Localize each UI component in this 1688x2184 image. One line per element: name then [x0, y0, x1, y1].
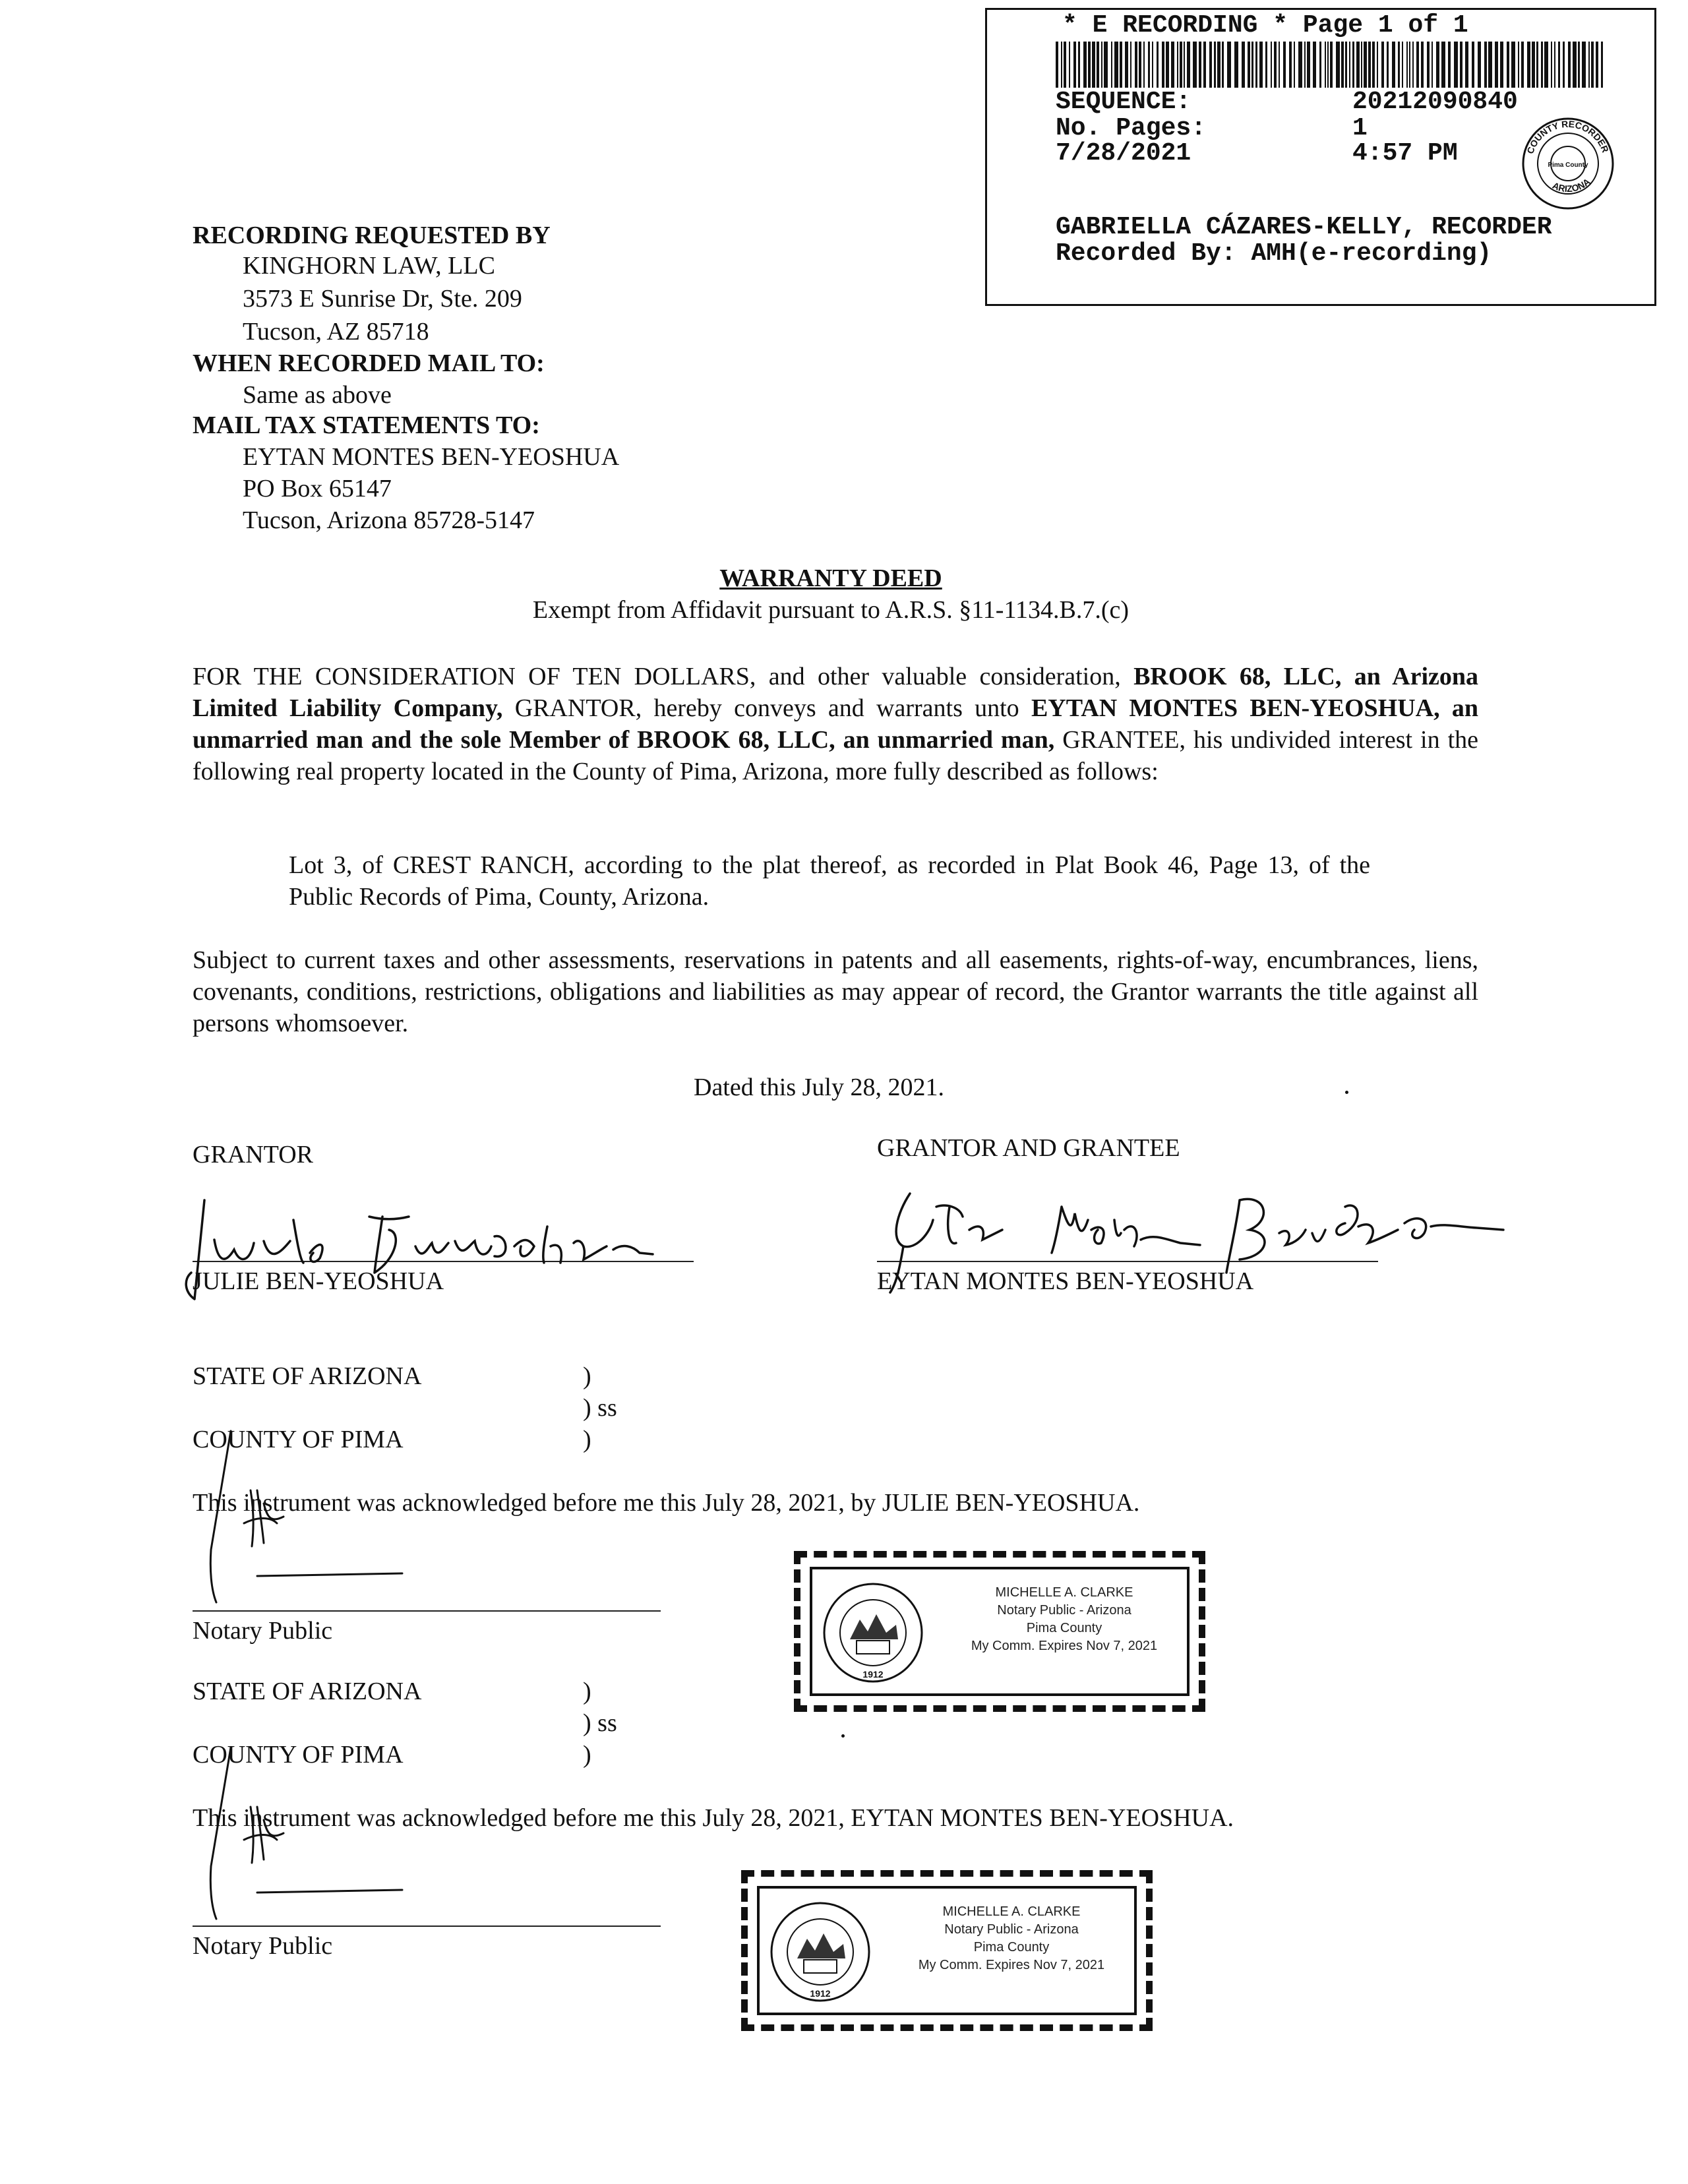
seal-center-text: Pima County — [1548, 162, 1588, 169]
barcode-bar — [1591, 42, 1594, 88]
barcode-bar — [1148, 42, 1150, 88]
grantee-signature — [870, 1167, 1517, 1299]
svg-text:COUNTY RECORDER — [1524, 119, 1611, 155]
venue1-ss: ) ss — [583, 1394, 617, 1422]
barcode-bar — [1536, 42, 1538, 88]
barcode-bar — [1563, 42, 1565, 88]
barcode-bar — [1111, 42, 1112, 88]
barcode-bar — [1271, 42, 1272, 88]
grantor-grantee-label: GRANTOR AND GRANTEE — [877, 1134, 1180, 1162]
barcode-bar — [1349, 42, 1350, 88]
barcode-bar — [1313, 42, 1316, 88]
barcode-bar — [1283, 42, 1286, 88]
barcode-bar — [1541, 42, 1543, 88]
pages-label: No. Pages: — [1056, 114, 1207, 142]
barcode-bar — [1588, 42, 1590, 88]
barcode-bar — [1289, 42, 1292, 88]
barcode-bar — [1162, 42, 1164, 88]
barcode-bar — [1398, 42, 1400, 88]
barcode-bar — [1319, 42, 1321, 88]
barcode-bar — [1507, 42, 1509, 88]
barcode-bar — [1180, 42, 1182, 88]
requester-address: 3573 E Sunrise Dr, Ste. 209 — [243, 285, 522, 313]
barcode-bar — [1078, 42, 1080, 88]
mail-tax-heading: MAIL TAX STATEMENTS TO: — [193, 411, 540, 439]
barcode-bar — [1421, 42, 1424, 88]
barcode-bar — [1436, 42, 1439, 88]
barcode-bar — [1406, 42, 1408, 88]
barcode-bar — [1255, 42, 1257, 88]
acknowledgment-1: This instrument was acknowledged before me this July 28, 2021, by JULIE BEN-YEOSHUA. — [193, 1489, 1140, 1517]
venue2-paren-top: ) — [583, 1678, 591, 1705]
venue1-state: STATE OF ARIZONA — [193, 1362, 422, 1390]
notary-line-1 — [193, 1610, 661, 1612]
barcode-bar — [1069, 42, 1070, 88]
venue2-county: COUNTY OF PIMA — [193, 1741, 404, 1769]
barcode-bar — [1130, 42, 1131, 88]
barcode-bar — [1184, 42, 1185, 88]
grantor-printed-name: JULIE BEN-YEOSHUA — [193, 1267, 444, 1295]
barcode-bar — [1412, 42, 1414, 88]
barcode-bar — [1177, 42, 1178, 88]
tax-city: Tucson, Arizona 85728-5147 — [243, 506, 535, 534]
recording-time: 4:57 PM — [1352, 139, 1458, 167]
barcode-bar — [1402, 42, 1403, 88]
barcode-bar — [1203, 42, 1206, 88]
conveyance-paragraph — [193, 661, 1478, 787]
barcode-bar — [1392, 42, 1395, 88]
venue1-paren-bottom: ) — [583, 1426, 591, 1453]
barcode-bar — [1409, 42, 1410, 88]
barcode-bar — [1274, 42, 1277, 88]
barcode-bar — [1114, 42, 1118, 88]
barcode-bar — [1381, 42, 1384, 88]
barcode-bar — [1217, 42, 1221, 88]
barcode-bar — [1495, 42, 1498, 88]
barcode — [1056, 42, 1603, 88]
venue1-county: COUNTY OF PIMA — [193, 1426, 404, 1453]
barcode-bar — [1364, 42, 1367, 88]
requester-city: Tucson, AZ 85718 — [243, 318, 429, 346]
barcode-bar — [1578, 42, 1580, 88]
barcode-bar — [1209, 42, 1212, 88]
pages-value: 1 — [1352, 114, 1368, 142]
seal-bottom-text: ARIZONA — [1551, 176, 1592, 195]
barcode-bar — [1157, 42, 1159, 88]
consideration-text: FOR THE CONSIDERATION OF TEN DOLLARS, and other valuable consideration, — [193, 663, 1134, 690]
notary-label-2: Notary Public — [193, 1932, 333, 1960]
barcode-bar — [1193, 42, 1197, 88]
requester-name: KINGHORN LAW, LLC — [243, 252, 495, 280]
barcode-bar — [1064, 42, 1066, 88]
barcode-bar — [1601, 42, 1603, 88]
barcode-bar — [1199, 42, 1201, 88]
grantee-entity: EYTAN MONTES BEN-YEOSHUA, an unmarried man and the sole Member of BROOK 68, LLC, an unmarried man, — [193, 694, 1478, 754]
barcode-bar — [1152, 42, 1153, 88]
venue2-state: STATE OF ARIZONA — [193, 1678, 422, 1705]
barcode-bar — [1171, 42, 1174, 88]
notary-line-2 — [193, 1926, 661, 1927]
tax-name: EYTAN MONTES BEN-YEOSHUA — [243, 443, 620, 471]
sequence-value: 20212090840 — [1352, 88, 1518, 116]
seal-year-1: 1912 — [862, 1669, 884, 1680]
barcode-bar — [1330, 42, 1333, 88]
stamp1-title: Notary Public - Arizona — [997, 1603, 1131, 1618]
arizona-state-seal-icon — [768, 1899, 873, 2005]
acknowledgment-2: This instrument was acknowledged before me this July 28, 2021, EYTAN MONTES BEN-YEOSHUA. — [193, 1804, 1234, 1832]
barcode-bar — [1345, 42, 1347, 88]
notary-signature-1 — [191, 1418, 415, 1616]
recorded-by: Recorded By: AMH(e-recording) — [1056, 239, 1492, 268]
barcode-bar — [1166, 42, 1169, 88]
barcode-bar — [1368, 42, 1371, 88]
barcode-bar — [1083, 42, 1087, 88]
grantor-entity: BROOK 68, LLC, an Arizona Limited Liability Company, — [193, 663, 1478, 722]
barcode-bar — [1356, 42, 1360, 88]
recording-date: 7/28/2021 — [1056, 139, 1191, 167]
barcode-bar — [1056, 42, 1058, 88]
arizona-state-seal-icon — [820, 1580, 926, 1685]
barcode-bar — [1187, 42, 1190, 88]
barcode-bar — [1521, 42, 1524, 88]
dated-line: Dated this July 28, 2021. — [694, 1074, 944, 1101]
barcode-bar — [1441, 42, 1445, 88]
barcode-bar — [1454, 42, 1458, 88]
barcode-bar — [1478, 42, 1481, 88]
deed-title: WARRANTY DEED — [719, 564, 942, 592]
barcode-bar — [1484, 42, 1487, 88]
grantee-printed-name: EYTAN MONTES BEN-YEOSHUA — [877, 1267, 1254, 1295]
barcode-bar — [1568, 42, 1571, 88]
barcode-bar — [1143, 42, 1145, 88]
barcode-bar — [1227, 42, 1231, 88]
barcode-bar — [1265, 42, 1267, 88]
grantor-label: GRANTOR — [193, 1141, 313, 1168]
barcode-bar — [1582, 42, 1586, 88]
barcode-bar — [1341, 42, 1344, 88]
barcode-bar — [1544, 42, 1548, 88]
venue2-paren-bottom: ) — [583, 1741, 591, 1769]
barcode-bar — [1061, 42, 1062, 88]
barcode-bar — [1242, 42, 1245, 88]
barcode-bar — [1092, 42, 1095, 88]
notary-stamp-2 — [741, 1870, 1153, 2031]
barcode-bar — [1251, 42, 1253, 88]
scan-speck-2 — [841, 1734, 845, 1738]
barcode-bar — [1307, 42, 1310, 88]
barcode-bar — [1551, 42, 1552, 88]
stamp2-name: MICHELLE A. CLARKE — [942, 1904, 1081, 1919]
tax-po-box: PO Box 65147 — [243, 475, 392, 502]
barcode-bar — [1222, 42, 1224, 88]
stamp1-county: Pima County — [1026, 1621, 1102, 1635]
barcode-bar — [1135, 42, 1137, 88]
seal-year-2: 1912 — [810, 1988, 831, 1999]
barcode-bar — [1472, 42, 1474, 88]
barcode-bar — [1460, 42, 1462, 88]
barcode-bar — [1488, 42, 1492, 88]
stamp2-title: Notary Public - Arizona — [944, 1922, 1079, 1937]
barcode-bar — [1298, 42, 1302, 88]
barcode-bar — [1139, 42, 1141, 88]
barcode-bar — [1352, 42, 1354, 88]
barcode-bar — [1372, 42, 1375, 88]
barcode-bar — [1327, 42, 1329, 88]
barcode-bar — [1234, 42, 1238, 88]
barcode-bar — [1073, 42, 1076, 88]
seal-top-text: COUNTY RECORDER — [1524, 118, 1612, 156]
barcode-bar — [1532, 42, 1535, 88]
notary-label-1: Notary Public — [193, 1617, 333, 1645]
barcode-bar — [1387, 42, 1389, 88]
barcode-bar — [1361, 42, 1362, 88]
stamp1-expires: My Comm. Expires Nov 7, 2021 — [971, 1639, 1158, 1653]
subject-to-paragraph: Subject to current taxes and other assessments, reservations in patents and all easements, rights-of-way, encumbrances, liens, covenants, conditions, restrictions, obligations and liabilities as may appear of record, the Grantor warrants the title against all persons whomsoever. — [193, 946, 1478, 1037]
barcode-bar — [1304, 42, 1306, 88]
barcode-bar — [1558, 42, 1560, 88]
barcode-bar — [1120, 42, 1122, 88]
barcode-bar — [1554, 42, 1555, 88]
notary-stamp-1 — [794, 1551, 1205, 1712]
recording-header: * E RECORDING * Page 1 of 1 — [1062, 11, 1468, 40]
barcode-bar — [1448, 42, 1451, 88]
mail-to-line: Same as above — [243, 381, 392, 409]
venue2-ss: ) ss — [583, 1709, 617, 1737]
barcode-bar — [1500, 42, 1503, 88]
barcode-bar — [1259, 42, 1263, 88]
barcode-bar — [1427, 42, 1430, 88]
barcode-bar — [1097, 42, 1099, 88]
grantor-signature — [178, 1180, 706, 1306]
stamp2-expires: My Comm. Expires Nov 7, 2021 — [918, 1958, 1105, 1972]
recording-requested-heading: RECORDING REQUESTED BY — [193, 222, 551, 249]
venue1-paren-top: ) — [583, 1362, 591, 1390]
barcode-bar — [1088, 42, 1091, 88]
stamp1-name: MICHELLE A. CLARKE — [995, 1585, 1133, 1600]
stamp2-county: Pima County — [973, 1940, 1050, 1955]
barcode-bar — [1125, 42, 1128, 88]
sequence-label: SEQUENCE: — [1056, 88, 1191, 116]
barcode-bar — [1596, 42, 1598, 88]
barcode-bar — [1432, 42, 1433, 88]
barcode-bar — [1248, 42, 1250, 88]
notary-signature-2 — [191, 1734, 415, 1932]
barcode-bar — [1325, 42, 1326, 88]
barcode-bar — [1511, 42, 1515, 88]
when-recorded-heading: WHEN RECORDED MAIL TO: — [193, 349, 545, 377]
barcode-bar — [1214, 42, 1216, 88]
barcode-bar — [1279, 42, 1280, 88]
barcode-bar — [1573, 42, 1577, 88]
county-recorder-seal-icon — [1520, 115, 1616, 212]
barcode-bar — [1465, 42, 1468, 88]
recording-stamp-box — [985, 8, 1656, 306]
barcode-bar — [1377, 42, 1378, 88]
legal-description: Lot 3, of CREST RANCH, according to the plat thereof, as recorded in Plat Book 46, Page 13, of the Public Records of Pima, County, Arizona. — [289, 851, 1370, 911]
exempt-note: Exempt from Affidavit pursuant to A.R.S. §11-1134.B.7.(c) — [532, 596, 1130, 624]
barcode-bar — [1518, 42, 1519, 88]
barcode-bar — [1101, 42, 1102, 88]
barcode-bar — [1416, 42, 1419, 88]
barcode-bar — [1294, 42, 1295, 88]
scan-speck — [1345, 1091, 1348, 1094]
conveys-text: GRANTOR, hereby conveys and warrants unto — [502, 694, 1031, 722]
barcode-bar — [1527, 42, 1530, 88]
barcode-bar — [1104, 42, 1108, 88]
svg-text:ARIZONA — [1551, 176, 1592, 194]
property-intro-text: GRANTEE, his undivided interest in the following real property located in the County of Pima, Arizona, more fully described as follows: — [193, 726, 1478, 785]
barcode-bar — [1336, 42, 1340, 88]
recorder-name: GABRIELLA CÁZARES-KELLY, RECORDER — [1056, 213, 1552, 241]
